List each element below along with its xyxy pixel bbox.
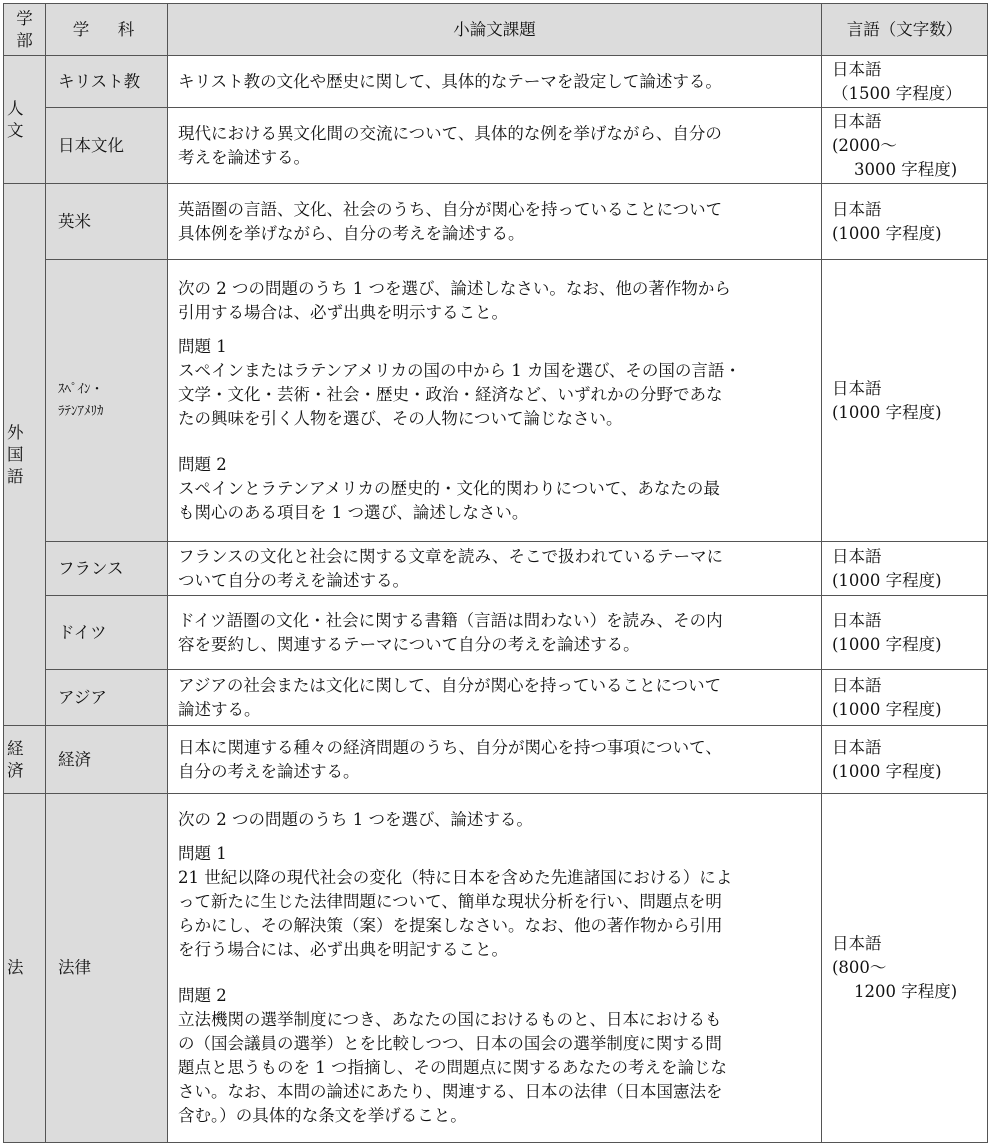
row-christianity [4, 56, 988, 108]
topic-asia: アジアの社会または文化に関して、自分が関心を持っていることについて 論述する。 [168, 670, 822, 726]
topic-economics: 日本に関連する種々の経済問題のうち、自分が関心を持つ事項について、 自分の考えを論述する。 [168, 726, 822, 794]
row-france [4, 542, 988, 596]
header-language: 言語（文字数） [822, 4, 988, 56]
dept-anglo-american: 英米 [46, 184, 168, 260]
dept-japanese-culture: 日本文化 [46, 108, 168, 184]
question-1-title: 問題 1 [178, 844, 227, 863]
lang-christianity: 日本語 （1500 字程度） [822, 56, 988, 108]
row-asia [4, 670, 988, 726]
header-row [4, 4, 988, 56]
lang-law: 日本語 (800～ 1200 字程度) [822, 794, 988, 1143]
row-japanese-culture [4, 108, 988, 184]
row-anglo-american [4, 184, 988, 260]
topic-anglo-american: 英語圏の言語、文化、社会のうち、自分が関心を持っていることについて 具体例を挙げながら、自分の考えを論述する。 [168, 184, 822, 260]
lang-france: 日本語 (1000 字程度) [822, 542, 988, 596]
lang-asia: 日本語 (1000 字程度) [822, 670, 988, 726]
header-topic: 小論文課題 [168, 4, 822, 56]
dept-christianity: キリスト教 [46, 56, 168, 108]
question-2-title: 問題 2 [178, 986, 227, 1005]
lang-japanese-culture: 日本語 (2000～ 3000 字程度) [822, 108, 988, 184]
header-department: 学 科 [46, 4, 168, 56]
dept-germany: ドイツ [46, 596, 168, 670]
topic-japanese-culture: 現代における異文化間の交流について、具体的な例を挙げながら、自分の 考えを論述する。 [168, 108, 822, 184]
row-germany [4, 596, 988, 670]
question-1-title: 問題 1 [178, 336, 227, 356]
row-spain-latin-america [4, 260, 988, 542]
lang-spain-latin-america: 日本語 (1000 字程度) [822, 260, 988, 542]
topic-france: フランスの文化と社会に関する文章を読み、そこで扱われているテーマに ついて自分の考えを論述する。 [168, 542, 822, 596]
faculty-foreign-languages: 外国語 [4, 184, 46, 726]
topic-christianity: キリスト教の文化や歴史に関して、具体的なテーマを設定して論述する。 [168, 56, 822, 108]
dept-economics: 経済 [46, 726, 168, 794]
lang-economics: 日本語 (1000 字程度) [822, 726, 988, 794]
essay-topics-table [3, 3, 988, 1143]
topic-law: 次の 2 つの問題のうち 1 つを選び、論述する。 問題 1 21 世紀以降の現代社会の変化（特に日本を含めた先進諸国における）によ って新たに生じた法律問題について、簡単な現状分析を行い、問題点を明 らかにし、その解決策（案）を提案しなさい。なお、他の著作物から引用 を行う場合には、必ず出典を明記すること。 問題 2 立法機関の選挙制度につき、あなたの国におけるものと、日本におけるも の（国会議員の選挙）とを比較しつつ、日本の国会の選挙制度に関する問 題点と思うものを 1 つ指摘し、その問題点に関するあなたの考えを論じな さい。なお、本問の論述にあたり、関連する、日本の法律（日本国憲法を 含む。）の具体的な条文を挙げること。 [168, 794, 822, 1143]
dept-france: フランス [46, 542, 168, 596]
topic-spain-latin-america: 次の 2 つの問題のうち 1 つを選び、論述しなさい。なお、他の著作物から 引用する場合は、必ず出典を明示すること。 問題 1 スペインまたはラテンアメリカの国の中から 1 カ国を選び、その国の言語・ 文学・文化・芸術・社会・歴史・政治・経済など、いずれかの分野であな たの興味を引く人物を選び、その人物について論じなさい。 問題 2 スペインとラテンアメリカの歴史的・文化的関わりについて、あなたの最 も関心のある項目を 1 つ選び、論述しなさい。 [168, 260, 822, 542]
header-faculty: 学部 [4, 4, 46, 56]
faculty-law: 法 [4, 794, 46, 1143]
faculty-humanities: 人文 [4, 56, 46, 184]
row-economics [4, 726, 988, 794]
dept-asia: アジア [46, 670, 168, 726]
dept-law: 法律 [46, 794, 168, 1143]
topic-germany: ドイツ語圏の文化・社会に関する書籍（言語は問わない）を読み、その内 容を要約し、関連するテーマについて自分の考えを論述する。 [168, 596, 822, 670]
dept-spain-latin-america: ｽﾍﾟｲﾝ・ ﾗﾃﾝｱﾒﾘｶ [46, 260, 168, 542]
lang-germany: 日本語 (1000 字程度) [822, 596, 988, 670]
faculty-economics: 経済 [4, 726, 46, 794]
lang-anglo-american: 日本語 (1000 字程度) [822, 184, 988, 260]
row-law [4, 794, 988, 1143]
question-2-title: 問題 2 [178, 454, 227, 474]
